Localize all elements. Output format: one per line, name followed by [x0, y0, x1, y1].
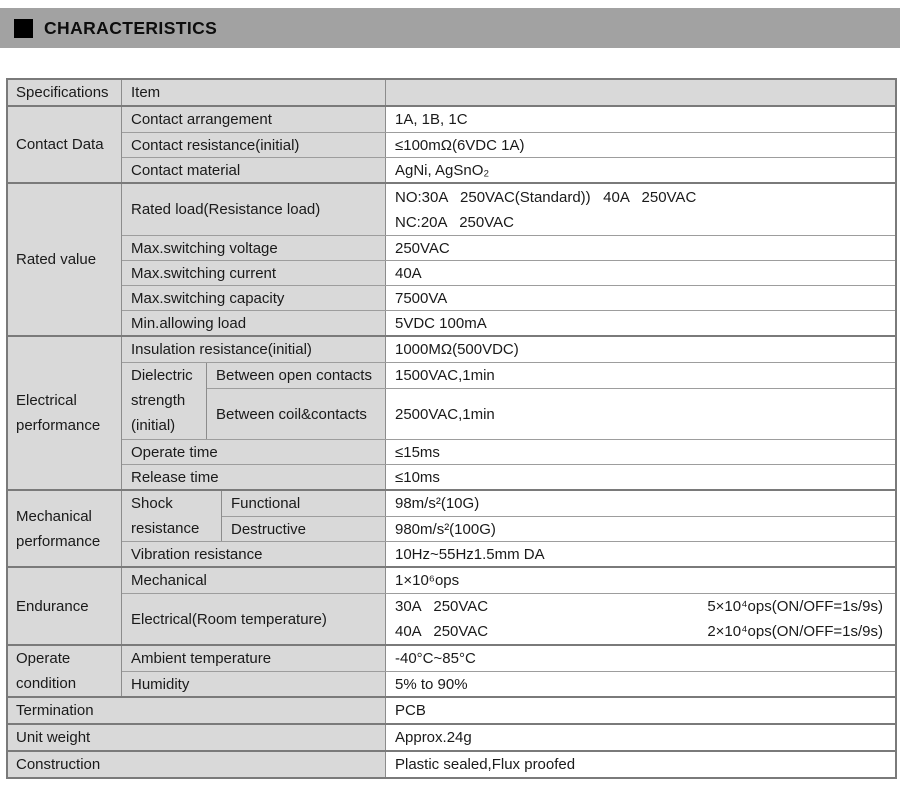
table-row — [122, 646, 895, 671]
table-row — [122, 337, 895, 362]
table-header-row — [8, 80, 895, 105]
table-row — [122, 671, 895, 696]
header-specifications: Specifications — [8, 80, 122, 105]
value-contact-material: AgNi, AgSnO₂ — [386, 158, 895, 182]
characteristics-table — [6, 78, 897, 779]
table-row-group-shock — [122, 491, 895, 541]
table-row — [8, 698, 895, 723]
endurance-load-40a: 40A 250VAC — [395, 623, 489, 640]
section-label-mechanical-performance: Mechanical performance — [8, 491, 122, 566]
item-release-time: Release time — [122, 465, 386, 489]
item-unit-weight: Unit weight — [8, 725, 386, 750]
value-endurance-mechanical: 1×10⁶ops — [386, 568, 895, 593]
section-endurance — [8, 566, 895, 644]
item-contact-material: Contact material — [122, 158, 386, 182]
characteristics-title-bar — [0, 8, 900, 48]
item-max-switching-current: Max.switching current — [122, 261, 386, 285]
item-contact-arrangement: Contact arrangement — [122, 107, 386, 132]
value-shock-functional: 98m/s²(10G) — [386, 491, 895, 516]
value-insulation-resistance: 1000MΩ(500VDC) — [386, 337, 895, 362]
value-construction: Plastic sealed,Flux proofed — [386, 752, 895, 777]
value-vibration-resistance: 10Hz~55Hz1.5mm DA — [386, 542, 895, 566]
header-value-empty — [386, 80, 895, 105]
table-row — [8, 725, 895, 750]
table-row — [122, 439, 895, 464]
item-insulation-resistance: Insulation resistance(initial) — [122, 337, 386, 362]
table-row — [122, 310, 895, 335]
section-construction — [8, 750, 895, 777]
endurance-load-30a: 30A 250VAC — [395, 598, 489, 615]
value-termination: PCB — [386, 698, 895, 723]
value-contact-arrangement: 1A, 1B, 1C — [386, 107, 895, 132]
item-min-allowing-load: Min.allowing load — [122, 311, 386, 335]
sublabel-shock-resistance: Shock resistance — [122, 491, 222, 541]
value-rated-load — [386, 184, 895, 235]
table-row-group-dielectric — [122, 362, 895, 439]
section-mechanical-performance — [8, 489, 895, 566]
value-min-allowing-load: 5VDC 100mA — [386, 311, 895, 335]
value-rated-load-line2: NC:20A 250VAC — [395, 213, 514, 231]
section-label-rated-value: Rated value — [8, 184, 122, 335]
value-max-switching-current: 40A — [386, 261, 895, 285]
item-shock-functional: Functional — [222, 491, 386, 516]
section-rated-value — [8, 182, 895, 335]
table-row — [122, 541, 895, 566]
table-row — [222, 516, 895, 541]
value-operate-time: ≤15ms — [386, 440, 895, 464]
table-row — [8, 752, 895, 777]
table-row — [222, 491, 895, 516]
item-max-switching-voltage: Max.switching voltage — [122, 236, 386, 260]
table-row — [122, 132, 895, 157]
table-row — [122, 235, 895, 260]
item-shock-destructive: Destructive — [222, 517, 386, 541]
table-row — [122, 184, 895, 235]
item-between-open-contacts: Between open contacts — [207, 363, 386, 388]
section-termination — [8, 696, 895, 723]
value-max-switching-voltage: 250VAC — [386, 236, 895, 260]
table-row — [122, 568, 895, 593]
value-contact-resistance: ≤100mΩ(6VDC 1A) — [386, 133, 895, 157]
section-operate-condition — [8, 644, 895, 696]
item-construction: Construction — [8, 752, 386, 777]
table-row — [207, 388, 895, 439]
item-ambient-temperature: Ambient temperature — [122, 646, 386, 671]
table-row — [122, 107, 895, 132]
item-humidity: Humidity — [122, 672, 386, 696]
value-endurance-electrical — [386, 594, 895, 644]
value-between-coil-contacts: 2500VAC,1min — [386, 389, 895, 439]
item-contact-resistance: Contact resistance(initial) — [122, 133, 386, 157]
section-unit-weight — [8, 723, 895, 750]
value-ambient-temperature: -40°C~85°C — [386, 646, 895, 671]
page — [0, 8, 900, 779]
section-label-contact-data: Contact Data — [8, 107, 122, 182]
item-rated-load: Rated load(Resistance load) — [122, 184, 386, 235]
value-between-open-contacts: 1500VAC,1min — [386, 363, 895, 388]
item-between-coil-contacts: Between coil&contacts — [207, 389, 386, 439]
endurance-ops-40a: 2×10⁴ops(ON/OFF=1s/9s) — [707, 623, 883, 640]
black-square-icon — [14, 19, 33, 38]
table-row — [122, 157, 895, 182]
sublabel-dielectric-strength: Dielectric strength (initial) — [122, 363, 207, 439]
section-electrical-performance — [8, 335, 895, 489]
section-label-electrical-performance: Electrical performance — [8, 337, 122, 489]
table-row — [122, 593, 895, 644]
item-endurance-mechanical: Mechanical — [122, 568, 386, 593]
table-row — [207, 363, 895, 388]
section-label-operate-condition: Operate condition — [8, 646, 122, 696]
endurance-electrical-line2 — [395, 619, 883, 644]
item-max-switching-capacity: Max.switching capacity — [122, 286, 386, 310]
value-rated-load-line1: NO:30A 250VAC(Standard)) 40A 250VAC — [395, 188, 697, 206]
endurance-ops-30a: 5×10⁴ops(ON/OFF=1s/9s) — [707, 598, 883, 615]
header-item: Item — [122, 80, 386, 105]
table-row — [122, 464, 895, 489]
value-release-time: ≤10ms — [386, 465, 895, 489]
page-title: CHARACTERISTICS — [44, 17, 218, 38]
table-row — [122, 285, 895, 310]
section-contact-data — [8, 105, 895, 182]
value-max-switching-capacity: 7500VA — [386, 286, 895, 310]
value-unit-weight: Approx.24g — [386, 725, 895, 750]
item-endurance-electrical: Electrical(Room temperature) — [122, 594, 386, 644]
section-label-endurance: Endurance — [8, 568, 122, 644]
value-humidity: 5% to 90% — [386, 672, 895, 696]
table-row — [122, 260, 895, 285]
value-shock-destructive: 980m/s²(100G) — [386, 517, 895, 541]
item-operate-time: Operate time — [122, 440, 386, 464]
endurance-electrical-line1 — [395, 594, 883, 619]
item-termination: Termination — [8, 698, 386, 723]
item-vibration-resistance: Vibration resistance — [122, 542, 386, 566]
